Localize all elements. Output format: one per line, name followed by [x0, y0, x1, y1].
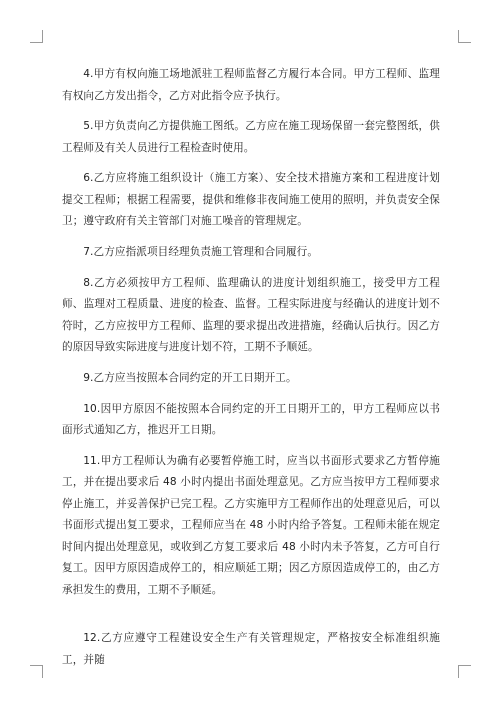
clause-5: 5.甲方负责向乙方提供施工图纸。乙方应在施工现场保留一套完整图纸，供工程师及有关人员进行工程检查时使用。 [62, 120, 440, 154]
clause-10: 10.因甲方原因不能按照本合同约定的开工日期开工的，甲方工程师应以书面形式通知乙方，推迟开工日期。 [62, 402, 440, 437]
clause-12: 12.乙方应遵守工程建设安全生产有关管理规定，严格按安全标准组织施工，并随 [62, 632, 440, 666]
clause-6: 6.乙方应将施工组织设计（施工方案）、安全技术措施方案和工程进度计划提交工程师；根据工程需要，提供和维修非夜间施工使用的照明，并负责安全保卫；遵守政府有关主管部门对施工噪音的管理规定。 [62, 172, 440, 228]
clause-7: 7.乙方应指派项目经理负责施工管理和合同履行。 [83, 246, 319, 259]
crop-mark-bottom-right [458, 665, 471, 678]
clause-11: 11.甲方工程师认为确有必要暂停施工时，应当以书面形式要求乙方暂停施工，并在提出要求后 48 小时内提出书面处理意见。乙方应当按甲方工程师要求停止施工，并妥善保护已完工程。乙方实施甲方工程师作出的处理意见后，可以书面形式提出复工要求，工程师应当在 48 小时内给予答复。工程师未能在规定时间内提出处理意见，或收到乙方复工要求后 48 小时内未予答复，乙方可自行复工。因甲方原因造成停工的，相应顺延工期；因乙方原因造成停工的，由乙方承担发生的费用，工期不予顺延。 [62, 454, 440, 596]
crop-mark-top-right [458, 30, 471, 43]
clause-9: 9.乙方应当按照本合同约定的开工日期开工。 [83, 371, 297, 384]
clause-8: 8.乙方必须按甲方工程师、监理确认的进度计划组织施工，接受甲方工程师、监理对工程质量、进度的检查、监督。工程实际进度与经确认的进度计划不符时，乙方应按甲方工程师、监理的要求提出改进措施，经确认后执行。因乙方的原因导致实际进度与进度计划不符，工期不予顺延。 [62, 276, 440, 354]
document-body [62, 64, 440, 681]
clause-4: 4.甲方有权向施工场地派驻工程师监督乙方履行本合同。甲方工程师、监理有权向乙方发出指令，乙方对此指令应予执行。 [62, 68, 440, 102]
crop-mark-top-left [30, 30, 43, 43]
crop-mark-bottom-left [30, 665, 43, 678]
